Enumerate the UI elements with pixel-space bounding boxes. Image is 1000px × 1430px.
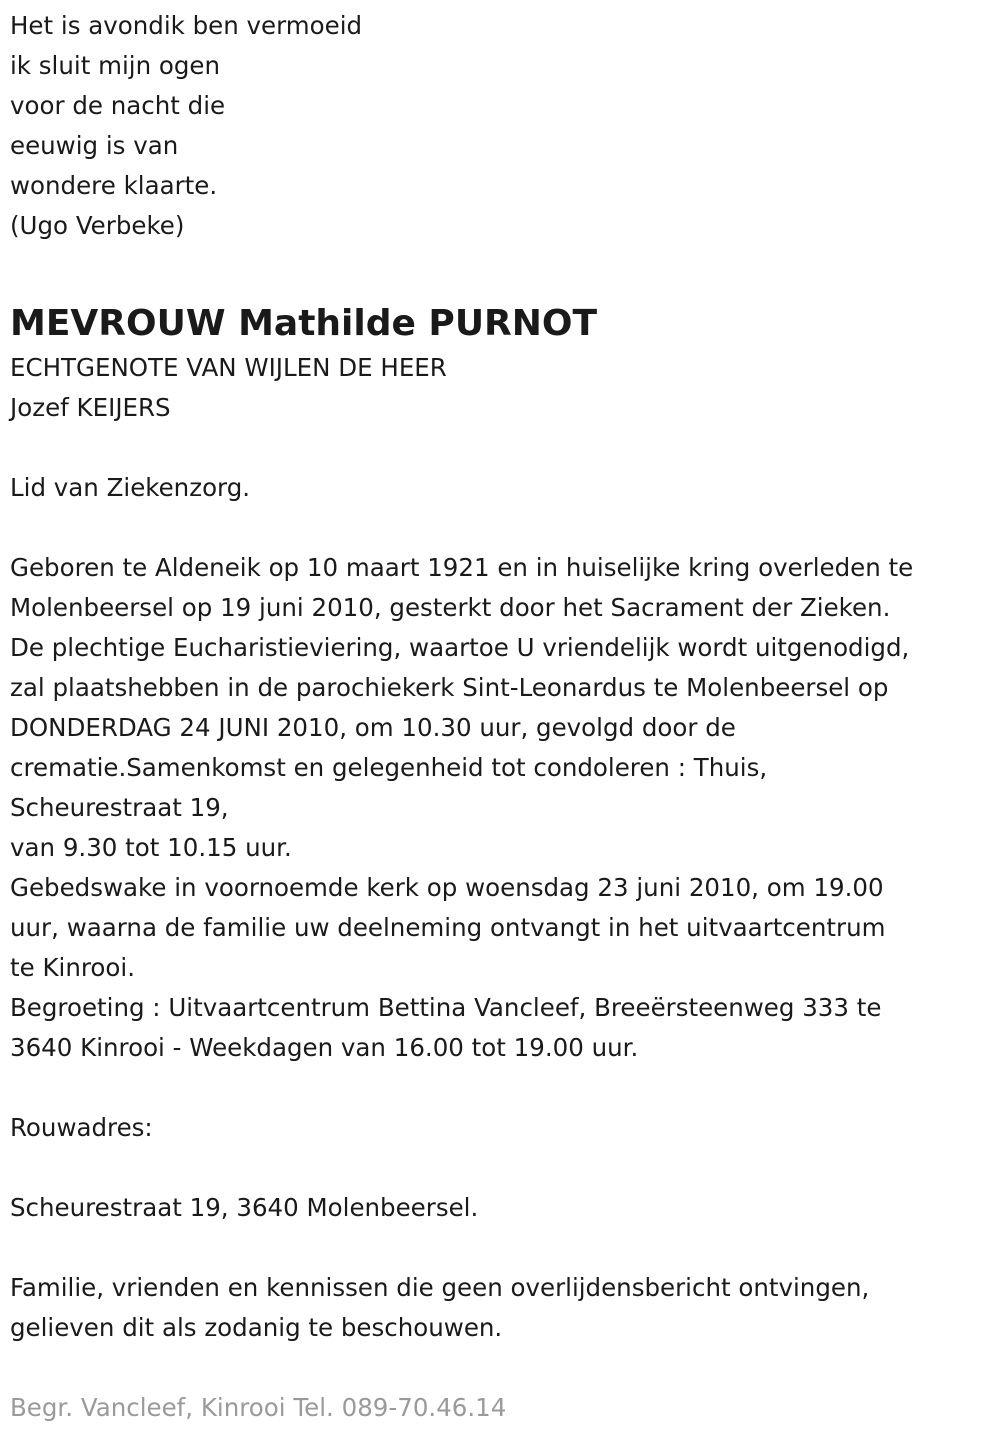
details-line: te Kinrooi.: [10, 953, 135, 982]
notice: [10, 1268, 1000, 1348]
spacer: [10, 1068, 1000, 1108]
notice-line: gelieven dit als zodanig te beschouwen.: [10, 1313, 503, 1342]
spacer: [10, 508, 1000, 548]
details-line: DONDERDAG 24 JUNI 2010, om 10.30 uur, gevolgd door de: [10, 713, 736, 742]
poem-line: voor de nacht die: [10, 91, 226, 120]
poem-line: ik sluit mijn ogen: [10, 51, 221, 80]
spacer: [10, 1148, 1000, 1188]
spacer: [10, 1228, 1000, 1268]
funeral-home-footer: Begr. Vancleef, Kinrooi Tel. 089-70.46.14: [10, 1393, 507, 1422]
notice-line: Familie, vrienden en kennissen die geen overlijdensbericht ontvingen,: [10, 1273, 870, 1302]
spacer: [10, 1348, 1000, 1388]
details-line: uur, waarna de familie uw deelneming ontvangt in het uitvaartcentrum: [10, 913, 886, 942]
membership: Lid van Ziekenzorg.: [10, 473, 251, 502]
funeral-details: [10, 548, 1000, 1068]
poem-line: eeuwig is van: [10, 131, 179, 160]
details-line: zal plaatshebben in de parochiekerk Sint-Leonardus te Molenbeersel op: [10, 673, 889, 702]
details-line: crematie.Samenkomst en gelegenheid tot condoleren : Thuis,: [10, 753, 768, 782]
details-line: Gebedswake in voornoemde kerk op woensdag 23 juni 2010, om 19.00: [10, 873, 884, 902]
details-line: Geboren te Aldeneik op 10 maart 1921 en in huiselijke kring overleden te: [10, 553, 914, 582]
details-line: van 9.30 tot 10.15 uur.: [10, 833, 292, 862]
relation-line: ECHTGENOTE VAN WIJLEN DE HEER: [10, 353, 447, 382]
details-line: Scheurestraat 19,: [10, 793, 229, 822]
mourning-address-label: Rouwadres:: [10, 1113, 153, 1142]
details-line: 3640 Kinrooi - Weekdagen van 16.00 tot 19.00 uur.: [10, 1033, 639, 1062]
poem: [10, 6, 1000, 246]
mourning-address: Scheurestraat 19, 3640 Molenbeersel.: [10, 1193, 479, 1222]
details-line: Molenbeersel op 19 juni 2010, gesterkt door het Sacrament der Zieken.: [10, 593, 891, 622]
poem-line: (Ugo Verbeke): [10, 211, 185, 240]
details-line: De plechtige Eucharistieviering, waartoe U vriendelijk wordt uitgenodigd,: [10, 633, 910, 662]
poem-line: Het is avondik ben vermoeid: [10, 11, 363, 40]
details-line: Begroeting : Uitvaartcentrum Bettina Vancleef, Breeërsteenweg 333 te: [10, 993, 882, 1022]
spouse-name: Jozef KEIJERS: [10, 393, 171, 422]
poem-line: wondere klaarte.: [10, 171, 218, 200]
spacer: [10, 428, 1000, 468]
deceased-name: MEVROUW Mathilde PURNOT: [10, 303, 598, 344]
